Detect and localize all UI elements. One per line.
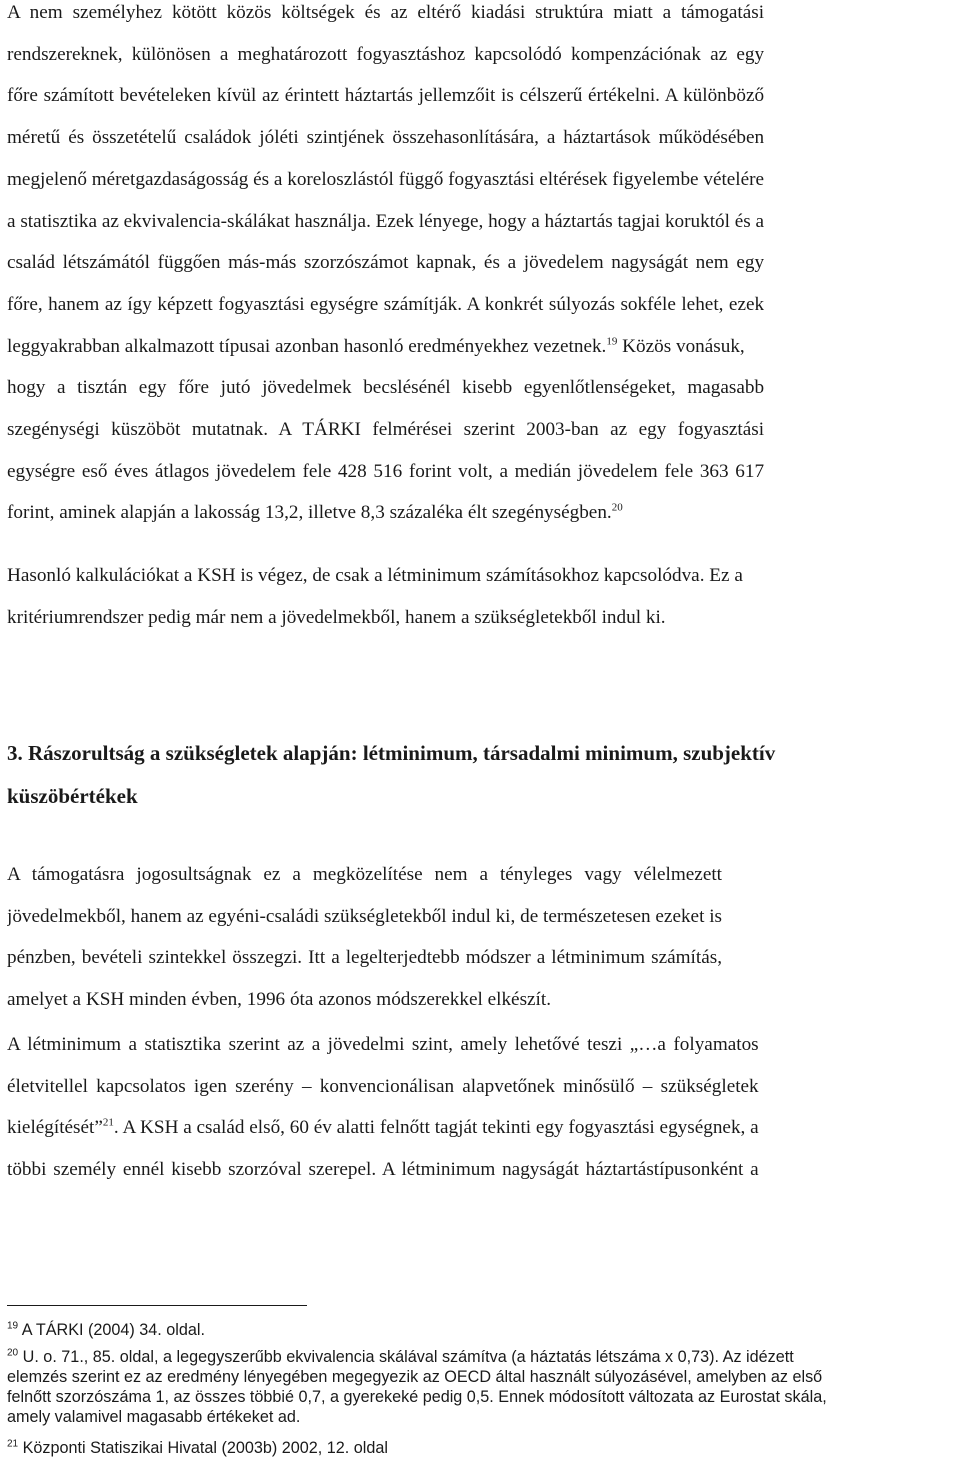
text-line [7, 492, 764, 534]
footnote-19 [7, 1320, 955, 1340]
text-line: pénzben, bevételi szintekkel összegzi. Itt a legelterjedtebb módszer a létminimum számítás, [7, 947, 722, 969]
footnote-ref-19[interactable]: 19 [606, 335, 618, 348]
text-line: hogy a tisztán egy főre jutó jövedelmek becslésénél kisebb egyenlőtlenségeket, magasabb [7, 377, 765, 399]
text-line: jövedelmekből, hanem az egyéni-családi szükségletekből indul ki, de természetesen ezeket is [7, 905, 722, 927]
heading-line: 3. Rászorultság a szükségletek alapján: létminimum, társadalmi minimum, szubjektív [7, 741, 776, 765]
text-segment: Közös vonásuk, [617, 335, 745, 357]
footnote-number: 21 [7, 1438, 19, 1450]
text-line: kritériumrendszer pedig már nem a jövedelmekből, hanem a szükségletekből indul ki. [7, 606, 666, 628]
text-line: méretű és összetételű családok jóléti szintjének összehasonlítására, a háztartások működésében [7, 127, 765, 149]
footnote-line: felnőtt szorzószáma 1, az összes többié 0,7, a gyerekeké pedig 0,5. Ennek módosított változata az Eurostat skála, [7, 1388, 827, 1406]
text-segment: . A KSH a család első, 60 év alatti felnőtt tagját tekinti egy fogyasztási egységnek, a [113, 1117, 759, 1139]
footnote-text: A TÁRKI (2004) 34. oldal. [21, 1321, 205, 1339]
footnote-line [7, 1320, 955, 1340]
text-line: A létminimum a statisztika szerint az a jövedelmi szint, amely lehetővé teszi „…a folyamatos [7, 1034, 759, 1055]
paragraph-subsistence-minimum [7, 1024, 759, 1191]
text-segment: kielégítését” [7, 1117, 103, 1139]
text-line: család létszámától függően más-más szorzószámot kapnak, és a jövedelem nagyságát nem egy [7, 252, 765, 274]
footnote-text: Központi Statiszikai Hivatal (2003b) 2002, 12. oldal [22, 1439, 388, 1457]
footnote-number: 20 [7, 1347, 19, 1359]
footnote-ref-21[interactable]: 21 [102, 1117, 114, 1130]
text-line: többi személy ennél kisebb szorzóval szerepel. A létminimum nagyságát háztartástípusonként a [7, 1159, 759, 1181]
text-line: főre számított bevételeken kívül az érintett háztartás jellemzőit is célszerű értékelni. A különböző [7, 85, 765, 107]
text-line: megjelenő méretgazdaságosság és a koreloszlástól függő fogyasztási eltérések figyelembe vételére [7, 168, 765, 190]
text-line [7, 1107, 759, 1149]
text-line: főre, hanem az így képzett fogyasztási egységre számítják. A konkrét súlyozás sokféle lehet, ezek [7, 293, 765, 315]
paragraph-equivalence-scales [7, 0, 764, 534]
footnote-21 [7, 1438, 955, 1458]
text-line: rendszereknek, különösen a meghatározott fogyasztáshoz kapcsolódó kompenzációnak az egy [7, 43, 765, 65]
text-segment: leggyakrabban alkalmazott típusai azonban hasonló eredményekhez vezetnek. [7, 335, 607, 357]
section-heading [7, 732, 775, 818]
footnote-line [7, 1347, 955, 1367]
footnote-ref-20[interactable]: 20 [611, 502, 623, 515]
footnote-line: elemzés szerint ez az eredmény lényegében megegyezik az OECD által használt súlyozásével, amelyben az első [7, 1368, 823, 1386]
footnote-20 [7, 1347, 955, 1427]
text-line: A nem személyhez kötött közös költségek és az eltérő kiadási struktúra miatt a támogatási [7, 2, 765, 23]
paragraph-ksh-calculations [7, 555, 743, 638]
footnote-line [7, 1438, 955, 1458]
text-line: életvitellel kapcsolatos igen szerény – konvencionálisan alapvetőnek minősülő – szükségletek [7, 1075, 759, 1097]
paragraph-needs-approach [7, 854, 722, 1021]
text-line: szegénységi küszöböt mutatnak. A TÁRKI felmérései szerint 2003-ban az egy fogyasztási [7, 419, 765, 441]
text-line: A támogatásra jogosultságnak ez a megközelítése nem a tényleges vagy vélelmezett [7, 864, 722, 885]
text-line [7, 326, 764, 368]
text-segment: forint, aminek alapján a lakosság 13,2, illetve 8,3 százaléka élt szegénységben. [7, 502, 612, 524]
text-line: amelyet a KSH minden évben, 1996 óta azonos módszerekkel elkészít. [7, 989, 552, 1011]
text-line: a statisztika az ekvivalencia-skálákat használja. Ezek lényege, hogy a háztartás tagjai koruktól és a [7, 210, 765, 232]
footnote-separator [7, 1305, 307, 1306]
footnote-number: 19 [7, 1320, 19, 1332]
heading-line: küszöbértékek [7, 784, 138, 808]
footnote-line: amely valamivel magasabb értékeket ad. [7, 1408, 301, 1426]
text-line: Hasonló kalkulációkat a KSH is végez, de csak a létminimum számításokhoz kapcsolódva. Ez a [7, 565, 743, 586]
footnote-text: U. o. 71., 85. oldal, a legegyszerűbb ekvivalencia skálával számítva (a háztatás létszáma x 0,73). Az idézett [22, 1348, 794, 1366]
text-line: egységre eső éves átlagos jövedelem fele 428 516 forint volt, a medián jövedelem fele 363 617 [7, 460, 765, 482]
